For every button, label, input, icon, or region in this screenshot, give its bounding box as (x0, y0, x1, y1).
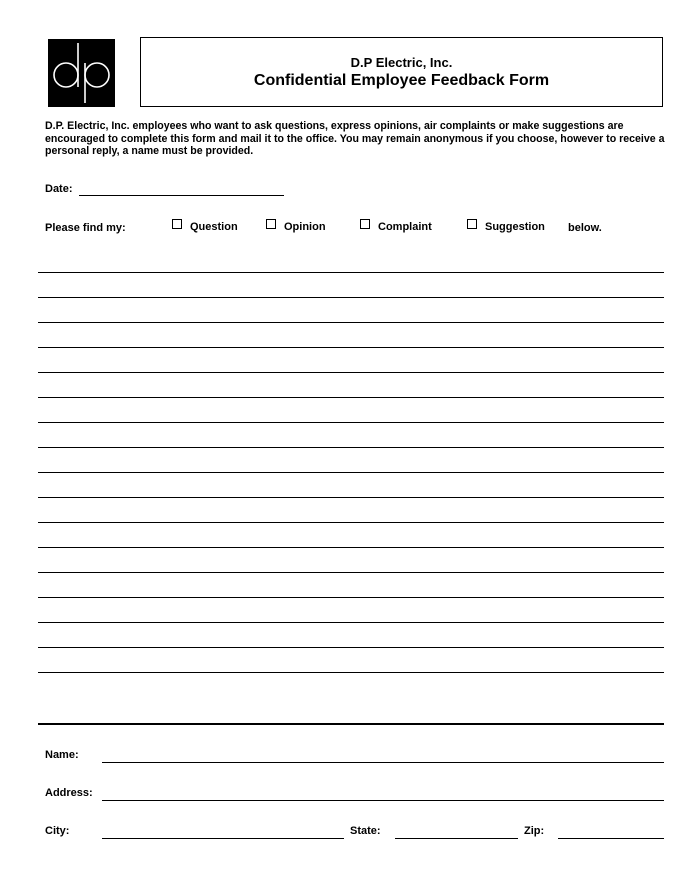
question-checkbox[interactable] (172, 219, 182, 229)
response-line[interactable] (38, 272, 664, 273)
date-field[interactable] (79, 195, 284, 196)
response-line[interactable] (38, 622, 664, 623)
response-line[interactable] (38, 322, 664, 323)
section-divider (38, 723, 664, 725)
response-line[interactable] (38, 422, 664, 423)
city-field[interactable] (102, 838, 344, 839)
response-line[interactable] (38, 397, 664, 398)
response-line[interactable] (38, 672, 664, 673)
complaint-checkbox[interactable] (360, 219, 370, 229)
title-box (140, 37, 663, 107)
response-line[interactable] (38, 497, 664, 498)
company-name: D.P Electric, Inc. (350, 55, 453, 70)
response-line[interactable] (38, 347, 664, 348)
address-label: Address: (45, 787, 93, 799)
response-line[interactable] (38, 472, 664, 473)
below-label: below. (568, 222, 602, 234)
name-field[interactable] (102, 762, 664, 763)
name-label: Name: (45, 749, 79, 761)
zip-label: Zip: (524, 825, 545, 837)
state-field[interactable] (395, 838, 518, 839)
response-line[interactable] (38, 522, 664, 523)
response-line[interactable] (38, 572, 664, 573)
address-field[interactable] (102, 800, 664, 801)
form-title: Confidential Employee Feedback Form (253, 72, 550, 89)
response-line[interactable] (38, 447, 664, 448)
date-label: Date: (45, 183, 73, 195)
response-line[interactable] (38, 647, 664, 648)
intro-paragraph: D.P. Electric, Inc. employees who want to ask questions, express opinions, air complaints or make suggestions are encouraged to complete this form and mail it to the office. You may remain anonymous if you choose, however to receive a personal reply, a name must be provided. (45, 120, 665, 157)
suggestion-option-label: Suggestion (485, 221, 545, 233)
company-logo (48, 39, 115, 107)
state-label: State: (350, 825, 381, 837)
city-label: City: (45, 825, 70, 837)
opinion-checkbox[interactable] (266, 219, 276, 229)
response-line[interactable] (38, 372, 664, 373)
response-line[interactable] (38, 297, 664, 298)
response-line[interactable] (38, 547, 664, 548)
response-line[interactable] (38, 597, 664, 598)
suggestion-checkbox[interactable] (467, 219, 477, 229)
complaint-option-label: Complaint (378, 221, 432, 233)
zip-field[interactable] (558, 838, 664, 839)
opinion-option-label: Opinion (284, 221, 326, 233)
feedback-type-label: Please find my: (45, 222, 126, 234)
dp-logo-icon (48, 39, 115, 107)
question-option-label: Question (190, 221, 238, 233)
